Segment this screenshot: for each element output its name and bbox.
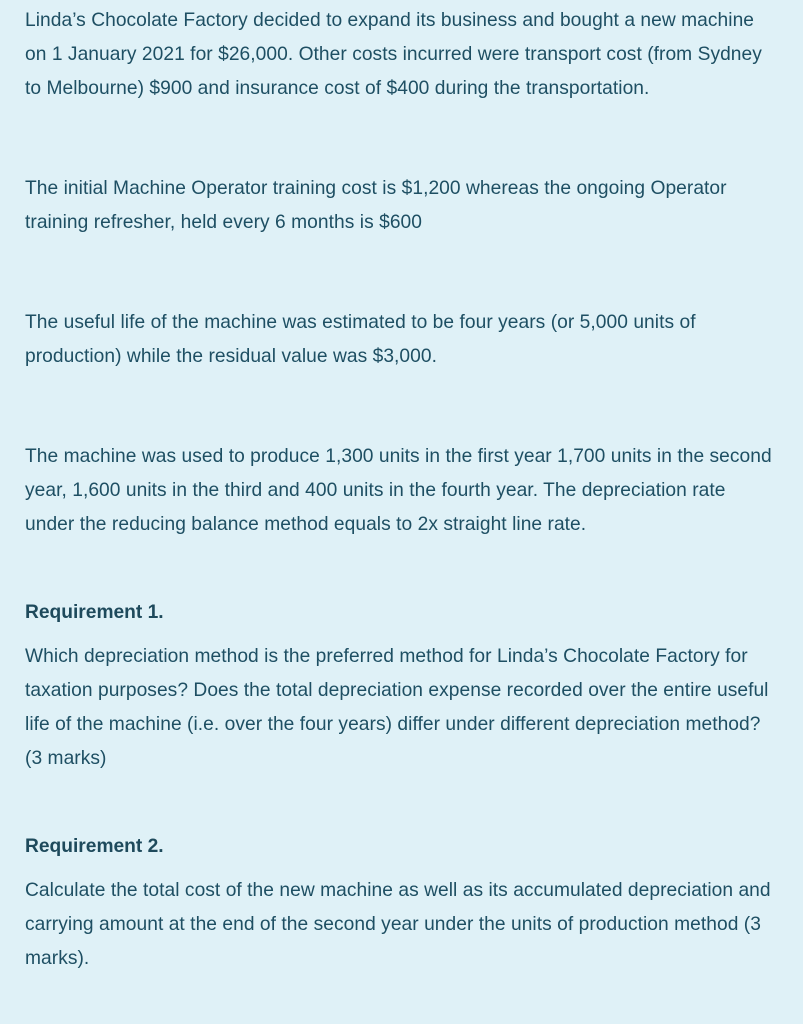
paragraph-useful-life: The useful life of the machine was estimated to be four years (or 5,000 units of production) while the residual value was $3,000.: [25, 312, 696, 367]
spacer: [25, 630, 777, 640]
paragraph-production-units: The machine was used to produce 1,300 units in the first year 1,700 units in the second year, 1,600 units in the third and 400 units in the fourth year. The depreciation rate under the reducing balance method equals to 2x straight line rate.: [25, 446, 772, 535]
paragraph-machine-purchase: Linda’s Chocolate Factory decided to expand its business and bought a new machine on 1 January 2021 for $26,000. Other costs incurred were transport cost (from Sydney to Melbourne) $900 and insurance cost of $400 during the transportation.: [25, 10, 762, 99]
requirement-2-text: Calculate the total cost of the new machine as well as its accumulated depreciation and carrying amount at the end of the second year under the units of production method (3 marks).: [25, 880, 771, 969]
paragraph-training-costs: The initial Machine Operator training cost is $1,200 whereas the ongoing Operator training refresher, held every 6 months is $600: [25, 178, 727, 233]
spacer: [25, 240, 777, 306]
requirement-1-heading: Requirement 1.: [25, 602, 164, 623]
requirement-1-text: Which depreciation method is the preferred method for Linda’s Chocolate Factory for taxation purposes? Does the total depreciation expense recorded over the entire useful life of the machine (i.e. over the four years) differ under different depreciation method? (3 marks): [25, 646, 769, 769]
requirement-2-heading: Requirement 2.: [25, 836, 164, 857]
spacer: [25, 776, 777, 830]
spacer: [25, 542, 777, 596]
spacer: [25, 864, 777, 874]
spacer: [25, 374, 777, 440]
spacer: [25, 106, 777, 172]
